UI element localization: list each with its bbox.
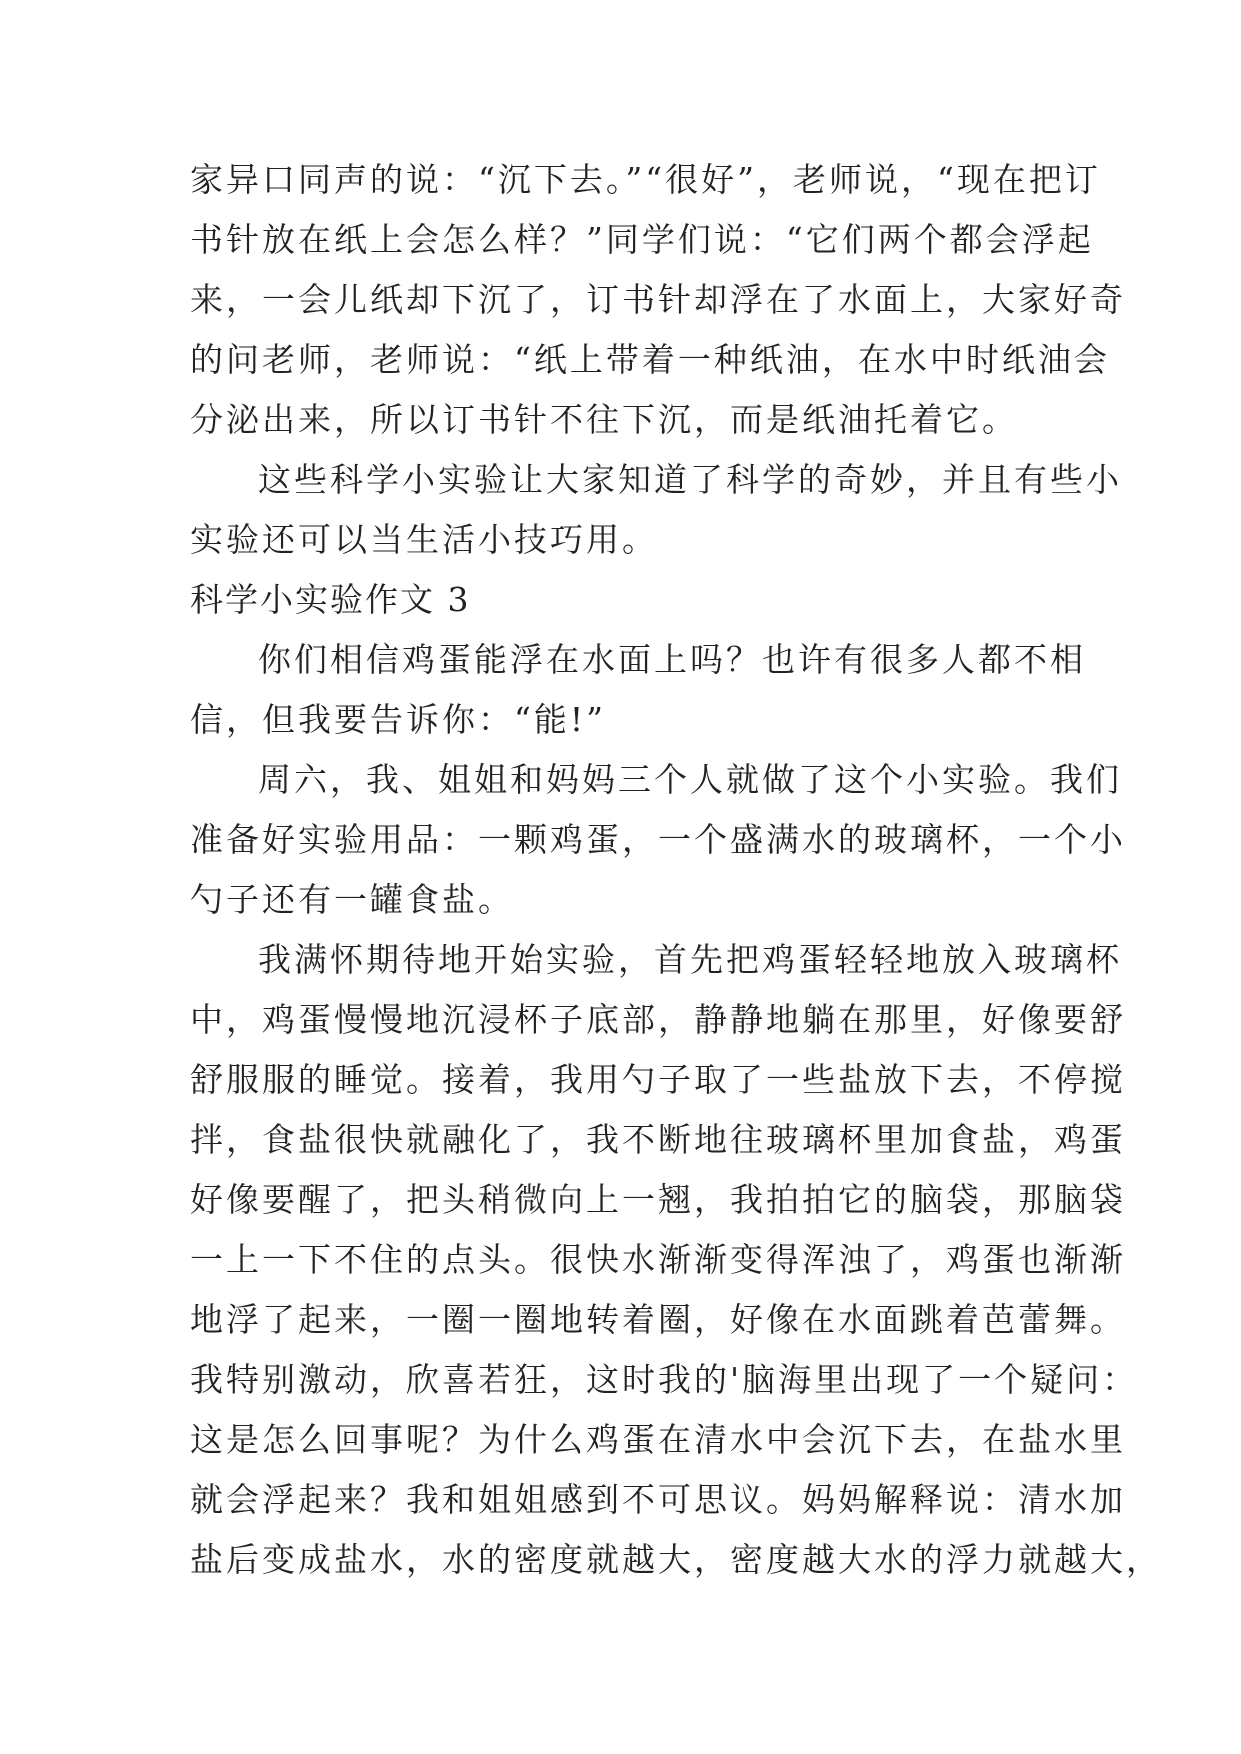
text-line: 就会浮起来？我和姐姐感到不可思议。妈妈解释说：清水加	[190, 1480, 1126, 1519]
text-line: 书针放在纸上会怎么样？”同学们说：“它们两个都会浮起	[190, 220, 1094, 259]
text-line: 周六，我、姐姐和妈妈三个人就做了这个小实验。我们	[258, 760, 1122, 799]
text-line: 家异口同声的说：“沉下去。”“很好”，老师说，“现在把订	[190, 160, 1101, 199]
text-line: 我满怀期待地开始实验，首先把鸡蛋轻轻地放入玻璃杯	[258, 940, 1122, 979]
text-line: 我特别激动，欣喜若狂，这时我的'脑海里出现了一个疑问：	[190, 1360, 1139, 1399]
text-line: 勺子还有一罐食盐。	[190, 880, 514, 919]
section-heading: 科学小实验作文 3	[190, 580, 471, 619]
text-line: 你们相信鸡蛋能浮在水面上吗？也许有很多人都不相	[258, 640, 1086, 679]
text-line: 这是怎么回事呢？为什么鸡蛋在清水中会沉下去，在盐水里	[190, 1420, 1126, 1459]
text-line: 中，鸡蛋慢慢地沉浸杯子底部，静静地躺在那里，好像要舒	[190, 1000, 1126, 1039]
text-line: 的问老师，老师说：“纸上带着一种纸油，在水中时纸油会	[190, 340, 1110, 379]
text-line: 这些科学小实验让大家知道了科学的奇妙，并且有些小	[258, 460, 1122, 499]
text-line: 来，一会儿纸却下沉了，订书针却浮在了水面上，大家好奇	[190, 280, 1126, 319]
text-line: 实验还可以当生活小技巧用。	[190, 520, 658, 559]
text-line: 舒服服的睡觉。接着，我用勺子取了一些盐放下去，不停搅	[190, 1060, 1126, 1099]
text-line: 分泌出来，所以订书针不往下沉，而是纸油托着它。	[190, 400, 1018, 439]
text-line: 地浮了起来，一圈一圈地转着圈，好像在水面跳着芭蕾舞。	[190, 1300, 1126, 1339]
text-line: 信，但我要告诉你：“能!”	[190, 700, 607, 739]
text-line: 拌，食盐很快就融化了，我不断地往玻璃杯里加食盐，鸡蛋	[190, 1120, 1126, 1159]
document-body	[190, 150, 1162, 1590]
text-line: 好像要醒了，把头稍微向上一翘，我拍拍它的脑袋，那脑袋	[190, 1180, 1126, 1219]
text-line: 盐后变成盐水，水的密度就越大，密度越大水的浮力就越大，	[190, 1540, 1162, 1579]
text-line: 准备好实验用品：一颗鸡蛋，一个盛满水的玻璃杯，一个小	[190, 820, 1126, 859]
text-line: 一上一下不住的点头。很快水渐渐变得浑浊了，鸡蛋也渐渐	[190, 1240, 1126, 1279]
